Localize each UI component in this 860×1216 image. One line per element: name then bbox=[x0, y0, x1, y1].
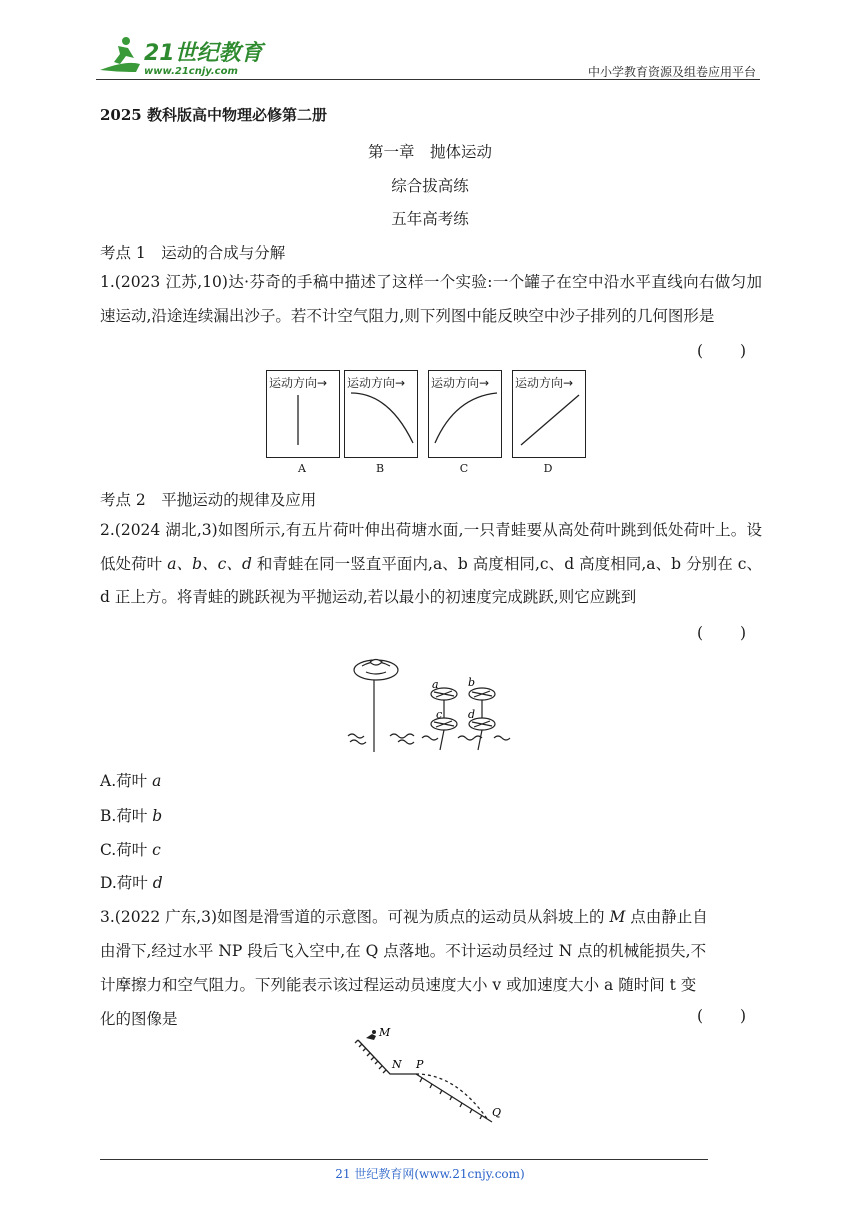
header-slogan: 中小学教育资源及组卷应用平台 bbox=[587, 65, 756, 79]
question-2-text bbox=[100, 514, 762, 615]
panel-b-title: 运动方向→ bbox=[347, 376, 406, 390]
q2-text-post: 和青蛙在同一竖直平面内,a、b 高度相同,c、d 高度相同,a、b 分别在 c、d 正上方。将青蛙的跳跃视为平抛运动,若以最小的初速度完成跳跃,则它应跳到 bbox=[100, 554, 762, 606]
question-3-line-4: 化的图像是 bbox=[100, 1010, 178, 1028]
point-label-m: M bbox=[379, 1026, 391, 1039]
page-header bbox=[96, 32, 760, 80]
option-a[interactable] bbox=[100, 769, 161, 791]
panel-a-label: A bbox=[298, 462, 306, 475]
q2-text-vars: a、b、c、d bbox=[167, 554, 252, 573]
footer-link[interactable]: 21 世纪教育网(www.21cnjy.com) bbox=[335, 1167, 525, 1181]
lotus-pond-figure bbox=[318, 652, 518, 756]
section-heading-2: 考点 2 平抛运动的规律及应用 bbox=[100, 491, 317, 509]
panel-c-label: C bbox=[459, 462, 469, 475]
option-d-var: d bbox=[152, 874, 163, 892]
panel-a bbox=[266, 370, 340, 458]
panel-c-curve bbox=[429, 371, 501, 457]
panel-c-title: 运动方向→ bbox=[431, 376, 490, 390]
option-b-var: b bbox=[152, 807, 163, 825]
option-b[interactable] bbox=[100, 804, 162, 826]
panel-d-curve bbox=[513, 371, 585, 457]
panel-d bbox=[512, 370, 586, 458]
option-b-prefix: B.荷叶 bbox=[100, 807, 153, 825]
question-2-answer-blank: ( ) bbox=[696, 624, 762, 642]
leaf-label-c: c bbox=[436, 708, 443, 721]
panel-b bbox=[344, 370, 418, 458]
panel-d-label: D bbox=[543, 462, 553, 475]
option-c-var: c bbox=[152, 841, 161, 859]
panel-b-curve bbox=[345, 371, 417, 457]
panel-d-title: 运动方向→ bbox=[515, 376, 574, 390]
panel-c bbox=[428, 370, 502, 458]
q2-text-pre: 2.(2024 湖北,3)如图所示,有五片荷叶伸出荷塘水面,一只青蛙要从高处荷叶跳到低处荷叶上。设低处荷叶 bbox=[100, 521, 762, 573]
panel-a-curve bbox=[267, 371, 339, 457]
option-d-prefix: D.荷叶 bbox=[100, 874, 153, 892]
point-label-p: P bbox=[416, 1058, 424, 1071]
option-c-prefix: C.荷叶 bbox=[100, 841, 153, 859]
subtitle-1: 综合拔高练 bbox=[391, 177, 469, 195]
option-a-var: a bbox=[152, 772, 162, 790]
subtitle-2: 五年高考练 bbox=[391, 210, 469, 228]
leaf-label-d: d bbox=[468, 708, 476, 721]
section-heading-1: 考点 1 运动的合成与分解 bbox=[100, 244, 286, 262]
logo-text: 21世纪教育 bbox=[144, 41, 263, 66]
q3-line1-var: M bbox=[609, 908, 626, 926]
ski-slope-figure bbox=[352, 1026, 512, 1128]
panel-a-title: 运动方向→ bbox=[269, 376, 328, 390]
point-label-q: Q bbox=[492, 1106, 502, 1119]
question-1-answer-blank: ( ) bbox=[696, 342, 762, 360]
header-divider bbox=[96, 79, 760, 80]
question-3-line-1 bbox=[100, 905, 708, 927]
book-title: 2025 教科版高中物理必修第二册 bbox=[100, 106, 327, 124]
logo-url: www.21cnjy.com bbox=[144, 66, 238, 77]
footer-divider bbox=[100, 1159, 708, 1160]
leaf-label-b: b bbox=[468, 676, 476, 689]
question-3-answer-blank: ( ) bbox=[696, 1007, 762, 1025]
site-logo bbox=[96, 32, 266, 78]
chapter-title: 第一章 抛体运动 bbox=[367, 143, 492, 161]
question-1-text: 1.(2023 江苏,10)达·芬奇的手稿中描述了这样一个实验:一个罐子在空中沿水平直线向右做匀加速运动,沿途连续漏出沙子。若不计空气阻力,则下列图中能反映空中沙子排列的几何图形是 bbox=[100, 273, 762, 325]
point-label-n: N bbox=[392, 1058, 402, 1071]
option-c[interactable] bbox=[100, 838, 161, 860]
q3-line1-b: 点由静止自 bbox=[625, 908, 708, 926]
panel-b-label: B bbox=[375, 462, 385, 475]
question-3-line-2: 由滑下,经过水平 NP 段后飞入空中,在 Q 点落地。不计运动员经过 N 点的机械能损失,不 bbox=[100, 942, 707, 960]
q3-line1-a: 3.(2022 广东,3)如图是滑雪道的示意图。可视为质点的运动员从斜坡上的 bbox=[100, 908, 610, 926]
leaf-label-a: a bbox=[432, 678, 439, 691]
option-d[interactable] bbox=[100, 871, 163, 893]
option-a-prefix: A.荷叶 bbox=[100, 772, 153, 790]
question-3-line-3: 计摩擦力和空气阻力。下列能表示该过程运动员速度大小 v 或加速度大小 a 随时间 t 变 bbox=[100, 976, 697, 994]
